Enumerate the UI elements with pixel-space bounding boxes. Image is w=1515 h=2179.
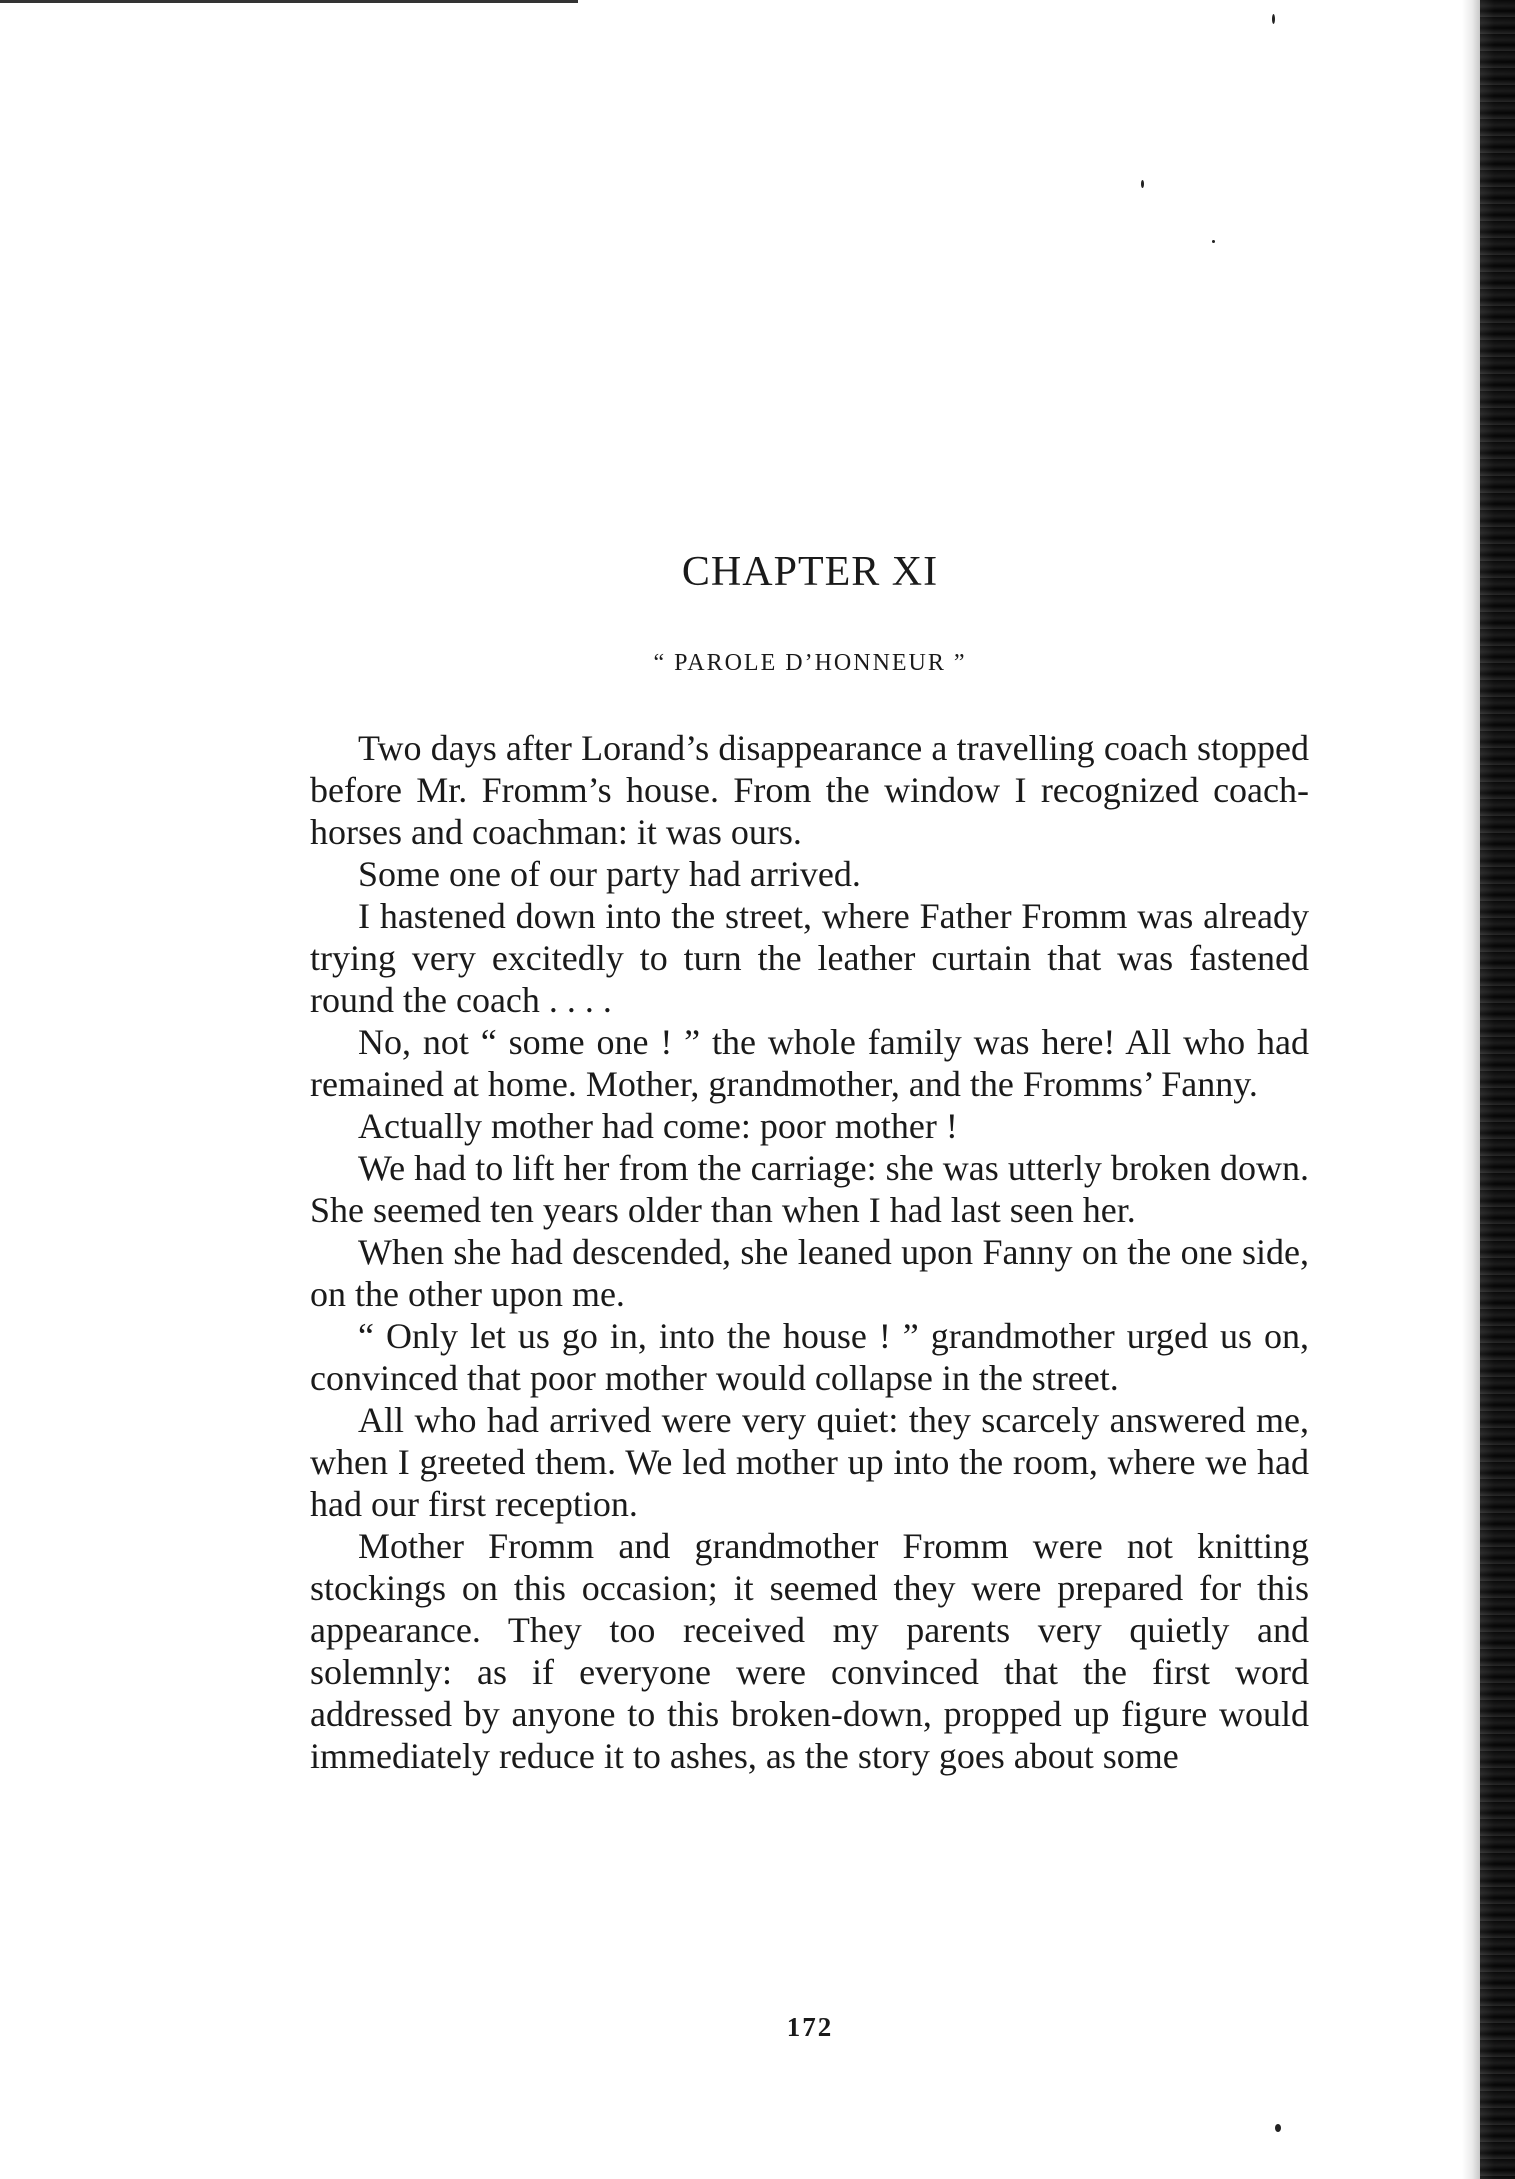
paragraph: “ Only let us go in, into the house ! ” grandmother urged us on, convinced that poor mother would collapse in the street. <box>310 1316 1309 1398</box>
paragraph: Two days after Lorand’s disappearance a travelling coach stopped before Mr. Fromm’s house. From the window I recognized coach-horses and coachman: it was ours. <box>310 728 1309 852</box>
paragraph: No, not “ some one ! ” the whole family was here! All who had remained at home. Mother, grandmother, and the Fromms’ Fanny. <box>310 1022 1309 1104</box>
ink-speck <box>1275 2124 1281 2132</box>
chapter-title: CHAPTER XI <box>681 549 939 595</box>
top-edge-rule <box>0 0 578 3</box>
page-number: 172 <box>786 2012 834 2042</box>
paragraph: Mother Fromm and grandmother Fromm were not knitting stockings on this occasion; it seemed they were prepared for this appearance. They too received my parents very quietly and solemnly: as if everyone were convinced that the first word addressed by anyone to this broken-down, propped up figure would immediately reduce it to ashes, as the story goes about some <box>310 1526 1309 1776</box>
ink-speck <box>1272 14 1275 24</box>
chapter-subtitle: “ PAROLE D’HONNEUR ” <box>653 650 967 676</box>
binding-edge <box>1480 0 1515 2179</box>
paragraph: When she had descended, she leaned upon Fanny on the one side, on the other upon me. <box>310 1232 1309 1314</box>
paragraph: We had to lift her from the carriage: she was utterly broken down. She seemed ten years older than when I had last seen her. <box>310 1148 1309 1230</box>
chapter-body <box>310 727 1309 1777</box>
paragraph: Actually mother had come: poor mother ! <box>358 1106 958 1146</box>
ink-speck <box>1212 240 1215 243</box>
paragraph: Some one of our party had arrived. <box>358 854 861 894</box>
paragraph: All who had arrived were very quiet: they scarcely answered me, when I greeted them. We led mother up into the room, where we had had our first reception. <box>310 1400 1309 1524</box>
ink-speck <box>1141 180 1144 188</box>
paragraph: I hastened down into the street, where Father Fromm was already trying very excitedly to turn the leather curtain that was fastened round the coach . . . . <box>310 896 1309 1020</box>
